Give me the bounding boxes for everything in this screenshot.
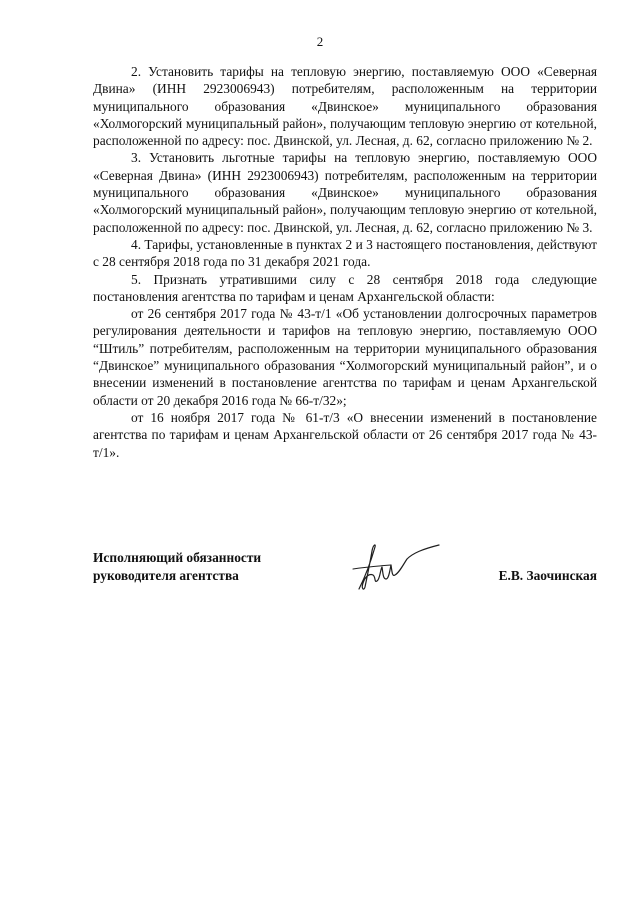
paragraph-clause-5: 5. Признать утратившими силу с 28 сентября 2018 года следующие постановления агентства по тарифам и ценам Архангельской области: — [93, 271, 597, 304]
signatory-name: Е.В. Заочинская — [498, 568, 597, 583]
document-body — [93, 63, 597, 461]
paragraph-repealed-2: от 16 ноября 2017 года № 61-т/3 «О внесении изменений в постановление агентства по тарифам и ценам Архангельской области от 26 сентября 2017 года № 43-т/1». — [93, 409, 597, 460]
paragraph-repealed-1: от 26 сентября 2017 года № 43-т/1 «Об установлении долгосрочных параметров регулирования деятельности и тарифов на тепловую энергию, поставляемую ООО “Штиль” потребителям, расположенным на территории муниципального образования “Двинское” муниципального образования “Холмогорский муниципальный район”, и о внесении изменений в постановление агентства по тарифам и ценам Архангельской области от 20 декабря 2016 года № 66-т/32»; — [93, 306, 597, 408]
signatory-title-line1: Исполняющий обязанности — [93, 550, 262, 565]
signatory-title — [93, 549, 261, 585]
signature-block — [93, 549, 597, 609]
handwritten-signature-icon — [345, 539, 443, 597]
paragraph-clause-2: 2. Установить тарифы на тепловую энергию, поставляемую ООО «Северная Двина» (ИНН 2923006943) потребителям, расположенным на территории муниципального образования «Двинское» муниципального образования «Холмогорский муниципальный район», получающим тепловую энергию от котельной, расположенной по адресу: пос. Двинской, ул. Лесная, д. 62, согласно приложению № 2. — [93, 64, 597, 149]
paragraph-clause-3: 3. Установить льготные тарифы на тепловую энергию, поставляемую ООО «Северная Двина» (ИНН 2923006943) потребителям, расположенным на территории муниципального образования «Двинское» муниципального образования «Холмогорский муниципальный район», получающим тепловую энергию от котельной, расположенной по адресу: пос. Двинской, ул. Лесная, д. 62, согласно приложению № 3. — [93, 150, 597, 235]
signatory-title-line2: руководителя агентства — [93, 568, 239, 583]
page-number: 2 — [316, 34, 324, 49]
paragraph-clause-4: 4. Тарифы, установленные в пунктах 2 и 3 настоящего постановления, действуют с 28 сентября 2018 года по 31 декабря 2021 года. — [93, 236, 597, 270]
